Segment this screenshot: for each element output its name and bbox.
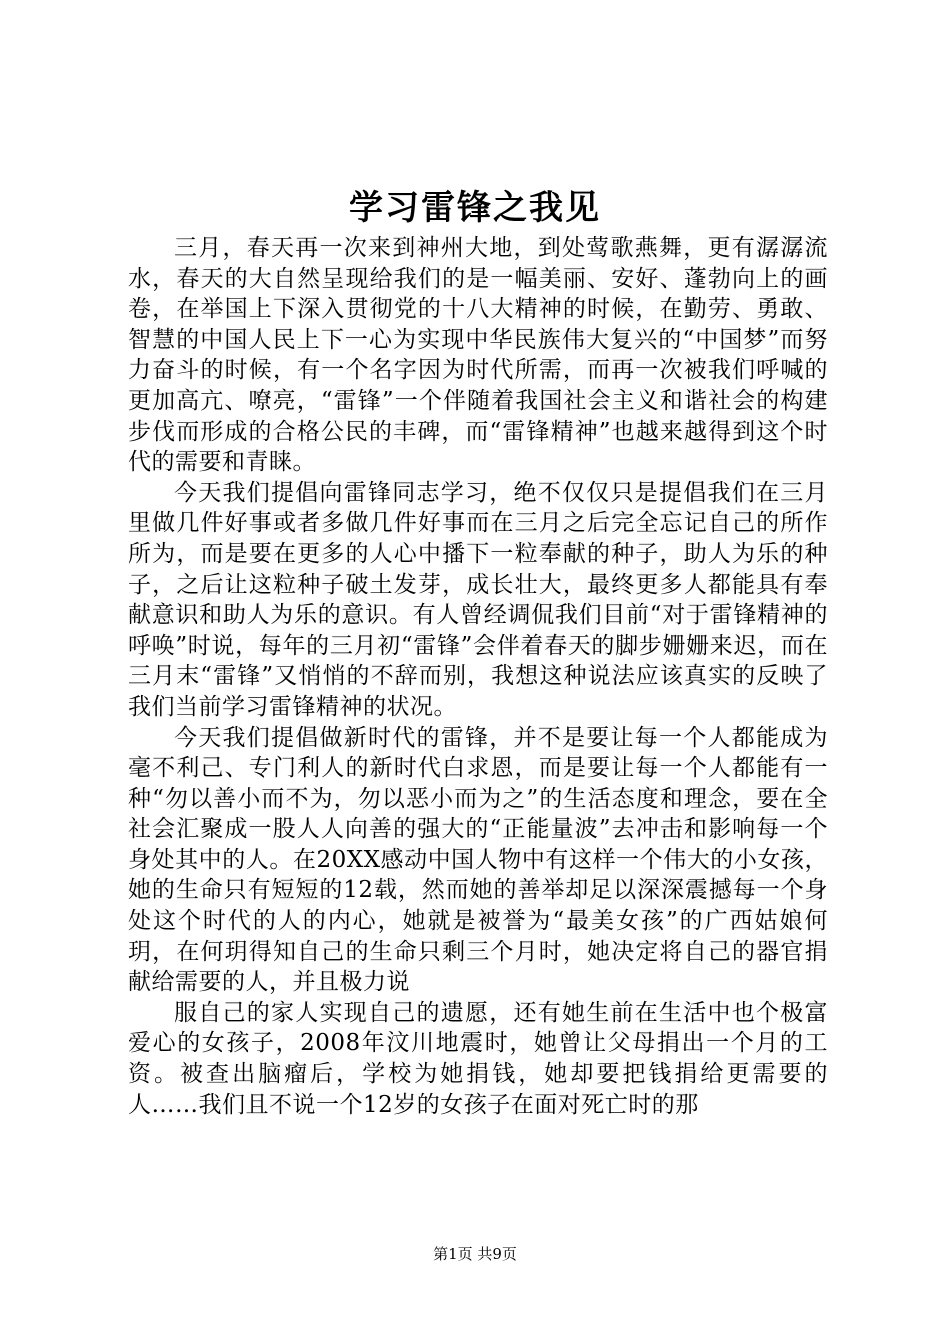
page-number-footer: 第1页 共9页	[433, 1245, 517, 1263]
paragraph-3: 今天我们提倡做新时代的雷锋，并不是要让每一个人都能成为毫不利己、专门利人的新时代白求恩，而是要让每一个人都能有一种“勿以善小而不为，勿以恶小而为之”的生活态度和理念，要在全社会汇聚成一股人人向善的强大的“正能量波”去冲击和影响每一个身处其中的人。在20XX感动中国人物中有这样一个伟大的小女孩，她的生命只有短短的12载，然而她的善举却足以深深震撼每一个身处这个时代的人的内心，她就是被誉为“最美女孩”的广西姑娘何玥，在何玥得知自己的生命只剩三个月时，她决定将自己的器官捐献给需要的人，并且极力说	[128, 724, 828, 996]
paragraph-4: 服自己的家人实现自己的遗愿，还有她生前在生活中也个极富爱心的女孩子，2008年汶川地震时，她曾让父母捐出一个月的工资。被查出脑瘤后，学校为她捐钱，她却要把钱捐给更需要的人……我们且不说一个12岁的女孩子在面对死亡时的那	[128, 999, 828, 1118]
document-title: 学习雷锋之我见	[349, 188, 601, 228]
paragraph-1: 三月，春天再一次来到神州大地，到处莺歌燕舞，更有潺潺流水，春天的大自然呈现给我们的是一幅美丽、安好、蓬勃向上的画卷，在举国上下深入贯彻党的十八大精神的时候，在勤劳、勇敢、智慧的中国人民上下一心为实现中华民族伟大复兴的“中国梦”而努力奋斗的时候，有一个名字因为时代所需，而再一次被我们呼喊的更加高亢、嘹亮，“雷锋”一个伴随着我国社会主义和谐社会的构建步伐而形成的合格公民的丰碑，而“雷锋精神”也越来越得到这个时代的需要和青睐。	[128, 235, 828, 476]
paragraph-2: 今天我们提倡向雷锋同志学习，绝不仅仅只是提倡我们在三月里做几件好事或者多做几件好事而在三月之后完全忘记自己的所作所为，而是要在更多的人心中播下一粒奉献的种子，助人为乐的种子，之后让这粒种子破土发芽，成长壮大，最终更多人都能具有奉献意识和助人为乐的意识。有人曾经调侃我们目前“对于雷锋精神的呼唤”时说，每年的三月初“雷锋”会伴着春天的脚步姗姗来迟，而在三月末“雷锋”又悄悄的不辞而别，我想这种说法应该真实的反映了我们当前学习雷锋精神的状况。	[128, 479, 828, 720]
document-body	[128, 233, 828, 1120]
